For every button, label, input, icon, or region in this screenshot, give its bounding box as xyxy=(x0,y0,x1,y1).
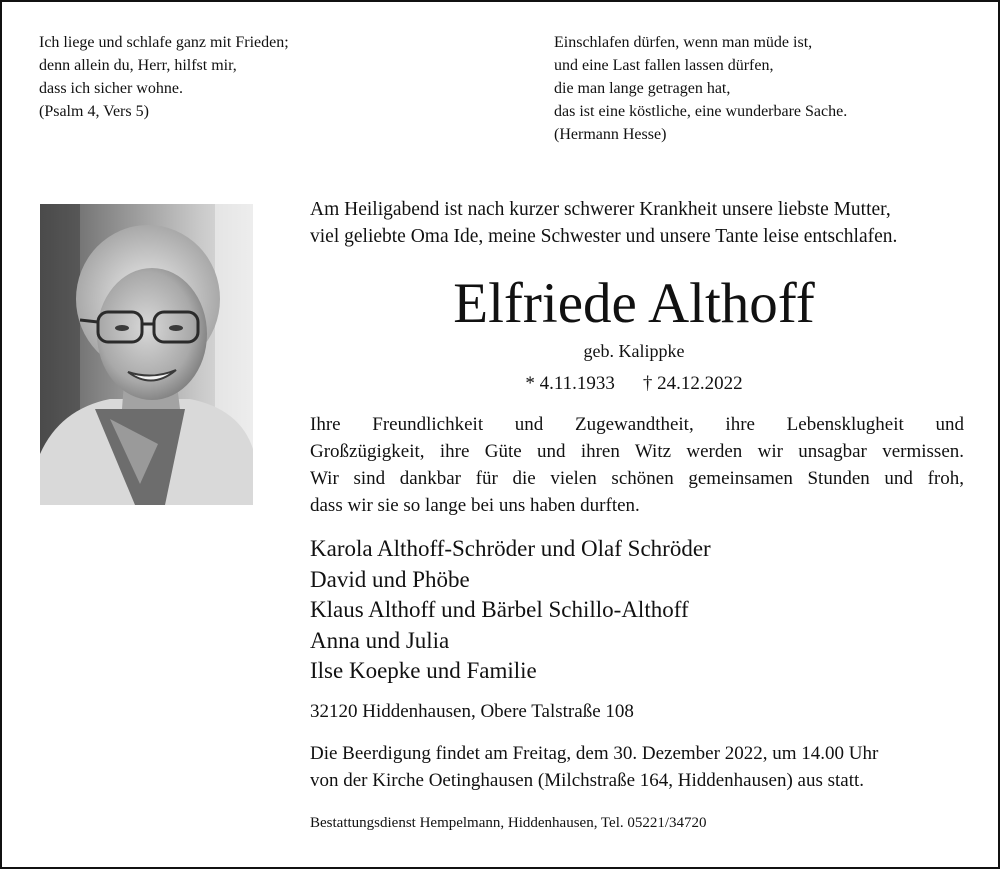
mourner-entry: Anna und Julia xyxy=(310,627,450,653)
tribute-line: dass wir sie so lange bei uns haben durften. xyxy=(310,495,640,516)
mourner-entry: Ilse Koepke und Familie xyxy=(310,658,537,683)
quote-source: (Hermann Hesse) xyxy=(554,126,667,143)
hesse-quote xyxy=(554,31,847,146)
intro-line: viel geliebte Oma Ide, meine Schwester und unsere Tante leise entschlafen. xyxy=(310,226,898,247)
life-dates xyxy=(310,371,958,397)
quote-line: die man lange getragen hat, xyxy=(554,80,731,97)
funeral-info xyxy=(310,740,950,794)
maiden-name: geb. Kalippke xyxy=(583,341,685,361)
quote-line: das ist eine köstliche, eine wunderbare Sache. xyxy=(554,103,848,120)
deceased-name: Elfriede Althoff xyxy=(453,272,815,335)
quote-line: denn allein du, Herr, hilfst mir, xyxy=(39,57,237,74)
tribute-line: Großzügigkeit, ihre Güte und ihren Witz werden wir unsagbar vermissen. xyxy=(310,441,964,462)
birth-date: * 4.11.1933 xyxy=(525,373,615,394)
psalm-quote xyxy=(39,31,289,123)
quote-line: Ich liege und schlafe ganz mit Frieden; xyxy=(39,34,289,51)
tribute-line: Wir sind dankbar für die vielen schönen gemeinsamen Stunden und froh, xyxy=(310,468,964,489)
mourners-list xyxy=(310,534,711,687)
mourner-entry: Klaus Althoff und Bärbel Schillo-Althoff xyxy=(310,597,689,622)
quote-line: und eine Last fallen lassen dürfen, xyxy=(554,57,774,74)
quote-line: dass ich sicher wohne. xyxy=(39,80,183,97)
quote-source: (Psalm 4, Vers 5) xyxy=(39,103,149,120)
mourner-entry: Karola Althoff-Schröder und Olaf Schröder xyxy=(310,536,711,561)
intro-text xyxy=(310,196,966,250)
tribute-text xyxy=(310,411,964,519)
intro-line: Am Heiligabend ist nach kurzer schwerer Krankheit unsere liebste Mutter, xyxy=(310,199,891,220)
funeral-line: von der Kirche Oetinghausen (Milchstraße 164, Hiddenhausen) aus statt. xyxy=(310,770,865,791)
family-address: 32120 Hiddenhausen, Obere Talstraße 108 xyxy=(310,701,634,722)
mourner-entry: David und Phöbe xyxy=(310,566,470,592)
quote-line: Einschlafen dürfen, wenn man müde ist, xyxy=(554,34,813,51)
funeral-line: Die Beerdigung findet am Freitag, dem 30. Dezember 2022, um 14.00 Uhr xyxy=(310,743,879,764)
tribute-line: Ihre Freundlichkeit und Zugewandtheit, ihre Lebensklugheit und xyxy=(310,414,964,435)
undertaker-contact: Bestattungsdienst Hempelmann, Hiddenhausen, Tel. 05221/34720 xyxy=(310,815,707,831)
portrait-photo xyxy=(40,204,253,505)
death-date: † 24.12.2022 xyxy=(642,373,743,394)
